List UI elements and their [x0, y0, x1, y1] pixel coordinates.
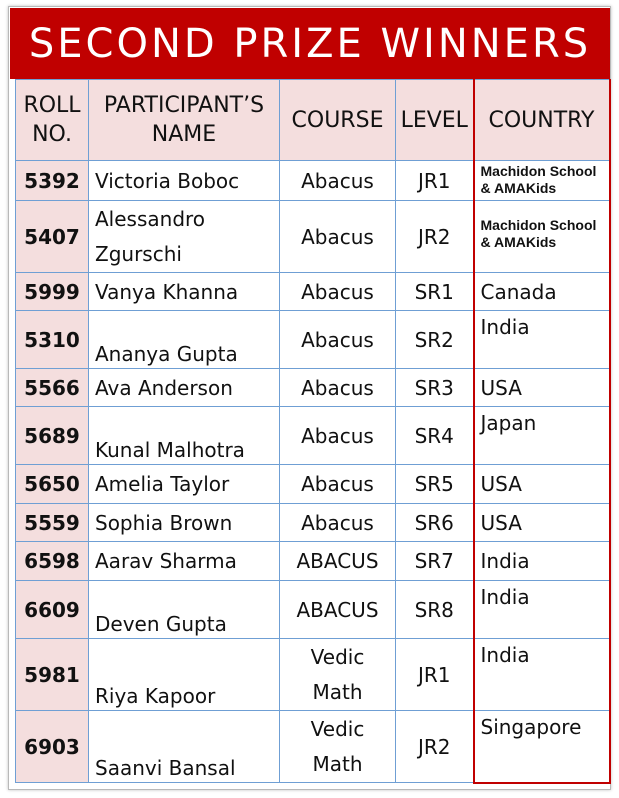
course-cell: Vedic Math [280, 711, 396, 783]
name-cell: Vanya Khanna [89, 273, 280, 311]
name-cell: Saanvi Bansal [89, 711, 280, 783]
roll-cell: 5559 [16, 504, 89, 542]
level-cell: SR3 [396, 369, 474, 407]
table-row [16, 581, 610, 639]
header-country: COUNTRY [474, 80, 610, 161]
course-cell: ABACUS [280, 581, 396, 639]
table-row [16, 504, 610, 542]
country-cell: Machidon School & AMAKids [474, 201, 610, 273]
name-cell: Ava Anderson [89, 369, 280, 407]
country-cell: India [474, 639, 610, 711]
header-level: LEVEL [396, 80, 474, 161]
country-cell: Singapore [474, 711, 610, 783]
country-cell: India [474, 542, 610, 581]
course-cell: Abacus [280, 504, 396, 542]
course-cell: Abacus [280, 369, 396, 407]
course-cell: Abacus [280, 311, 396, 369]
level-cell: JR2 [396, 201, 474, 273]
name-cell: Deven Gupta [89, 581, 280, 639]
roll-cell: 5981 [16, 639, 89, 711]
table-row [16, 465, 610, 504]
name-cell: Victoria Boboc [89, 161, 280, 201]
level-cell: SR8 [396, 581, 474, 639]
course-cell: Abacus [280, 273, 396, 311]
level-cell: SR2 [396, 311, 474, 369]
name-cell: Sophia Brown [89, 504, 280, 542]
course-cell: Abacus [280, 465, 396, 504]
course-cell: ABACUS [280, 542, 396, 581]
country-cell: Canada [474, 273, 610, 311]
roll-cell: 5392 [16, 161, 89, 201]
table-row [16, 201, 610, 273]
level-cell: JR1 [396, 639, 474, 711]
header-row [16, 80, 610, 161]
roll-cell: 5650 [16, 465, 89, 504]
course-cell: Vedic Math [280, 639, 396, 711]
table-row [16, 639, 610, 711]
level-cell: JR2 [396, 711, 474, 783]
country-cell: India [474, 311, 610, 369]
course-cell: Abacus [280, 201, 396, 273]
roll-cell: 5407 [16, 201, 89, 273]
table-row [16, 407, 610, 465]
name-cell: Kunal Malhotra [89, 407, 280, 465]
roll-cell: 6903 [16, 711, 89, 783]
table-row [16, 542, 610, 581]
roll-cell: 5999 [16, 273, 89, 311]
header-course: COURSE [280, 80, 396, 161]
roll-cell: 5689 [16, 407, 89, 465]
course-cell: Abacus [280, 161, 396, 201]
name-cell: Alessandro Zgurschi [89, 201, 280, 273]
level-cell: SR1 [396, 273, 474, 311]
country-cell: USA [474, 504, 610, 542]
course-cell: Abacus [280, 407, 396, 465]
country-cell: Machidon School & AMAKids [474, 161, 610, 201]
table-row [16, 311, 610, 369]
roll-cell: 6609 [16, 581, 89, 639]
table-row [16, 369, 610, 407]
title-banner [10, 8, 610, 79]
page-title: SECOND PRIZE WINNERS [28, 20, 592, 67]
roll-cell: 6598 [16, 542, 89, 581]
level-cell: SR4 [396, 407, 474, 465]
country-cell: USA [474, 369, 610, 407]
winners-table [15, 79, 611, 784]
level-cell: SR5 [396, 465, 474, 504]
level-cell: SR7 [396, 542, 474, 581]
roll-cell: 5566 [16, 369, 89, 407]
name-cell: Aarav Sharma [89, 542, 280, 581]
roll-cell: 5310 [16, 311, 89, 369]
level-cell: SR6 [396, 504, 474, 542]
name-cell: Riya Kapoor [89, 639, 280, 711]
header-name: PARTICIPANT’S NAME [89, 80, 280, 161]
header-roll: ROLL NO. [16, 80, 89, 161]
name-cell: Ananya Gupta [89, 311, 280, 369]
country-cell: India [474, 581, 610, 639]
table-row [16, 273, 610, 311]
name-cell: Amelia Taylor [89, 465, 280, 504]
level-cell: JR1 [396, 161, 474, 201]
table-row [16, 161, 610, 201]
country-cell: Japan [474, 407, 610, 465]
table-row [16, 711, 610, 783]
country-cell: USA [474, 465, 610, 504]
